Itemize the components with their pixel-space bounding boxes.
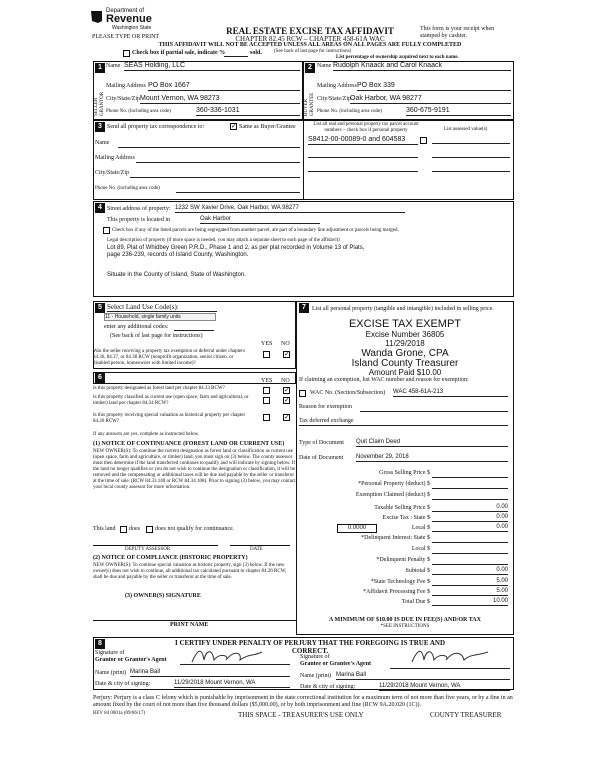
personal-ded-label: *Personal Property (deduct) $ bbox=[358, 481, 430, 487]
see-instructions: *SEE INSTRUCTIONS bbox=[380, 624, 430, 629]
dept-line1: Department of bbox=[106, 8, 145, 14]
notice2-text: NEW OWNER(S): To continue special valuation as historic property, sign (3) below. If the new owner(s) does not wish to continue, all additional tax calculated pursuant to chapter 84.26 RCW, shall be due and payable by the seller or transferor at the time of sale. bbox=[93, 563, 287, 580]
personal-property-checkbox[interactable] bbox=[420, 137, 427, 144]
exemption-label: If claiming an exemption, list WAC number and reason for exemption: bbox=[299, 377, 469, 383]
seller-mailing-field[interactable]: PO Box 1667 bbox=[148, 82, 300, 91]
see-back-top: (See back of last page for instructions) bbox=[274, 49, 352, 54]
delinq-pen-field[interactable] bbox=[432, 564, 508, 565]
grantee-name-label: Name (print) bbox=[300, 673, 332, 679]
local-field[interactable]: 0.00 bbox=[432, 524, 508, 532]
grantor-name-label: Name (print) bbox=[95, 670, 127, 676]
seller-phone-field[interactable]: 360-336-1031 bbox=[196, 107, 300, 116]
s5-question: Was the seller receiving a property tax exemption or deferral under chapters 84.36, 84.37, or 84.38 RCW (nonprofit organization, senior citizen, or disabled person, homeowner with limited income)? bbox=[93, 349, 245, 366]
land-use-select[interactable]: 11 - Household, single family units bbox=[104, 313, 216, 321]
gross-field[interactable] bbox=[432, 477, 508, 478]
excise-state-field[interactable]: 0.00 bbox=[432, 514, 508, 522]
form-notice: THIS AFFIDAVIT WILL NOT BE ACCEPTED UNLESS ALL AREAS ON ALL PAGES ARE FULLY COMPLETED bbox=[158, 42, 462, 48]
same-as-label: Same as Buyer/Grantee bbox=[239, 124, 296, 130]
delinq-int-field[interactable] bbox=[432, 542, 508, 543]
s6-q1-yes-checkbox[interactable] bbox=[263, 387, 270, 394]
s3-name-label: Name bbox=[95, 140, 110, 146]
grantee-signature[interactable] bbox=[410, 646, 490, 666]
buyer-city-field[interactable]: Oak Harbor, WA 98277 bbox=[350, 95, 511, 104]
s6-q3-yes-checkbox[interactable] bbox=[263, 414, 270, 421]
seller-name-field[interactable]: SEAS Holding, LLC bbox=[124, 62, 300, 71]
seller-phone-label: Phone No. (including area code) bbox=[106, 109, 171, 114]
doc-type-label: Type of Document bbox=[299, 440, 344, 446]
total-field[interactable]: 10.00 bbox=[432, 598, 508, 606]
date-label: DATE bbox=[250, 547, 263, 552]
segregated-label: Check box if any of the listed parcels are being segregated from another parcel, are part of a boundary line adjustment or parcels being merged. bbox=[112, 228, 399, 233]
tech-fee-label: *State Technology Fee $ bbox=[370, 579, 430, 585]
s5-no: NO bbox=[281, 341, 290, 347]
seller-city-field[interactable]: Mount Vernon, WA 98273 bbox=[140, 95, 300, 104]
parcel-header: List all real and personal property tax parcel account numbers – check box if personal property bbox=[313, 122, 419, 133]
same-as-buyer-checkbox[interactable]: ✓ bbox=[231, 122, 237, 130]
personal-property-label: List all personal property (tangible and intangible) included in selling price. bbox=[312, 306, 494, 312]
additional-codes-label: enter any additional codes: bbox=[104, 324, 169, 330]
washington-state-icon bbox=[90, 10, 104, 24]
legal-line2: page 236-239, records of Island County, Washington. bbox=[107, 252, 249, 258]
legal-label: Legal description of property (if more space is needed, you may attach a separate sheet to each page of the affidavit) bbox=[107, 238, 340, 243]
section-3-number: 3 bbox=[95, 122, 105, 132]
street-label: Street address of property: bbox=[107, 206, 171, 212]
street-field[interactable]: 1232 SW Xavier Drive, Oak Harbor, WA 98277 bbox=[175, 205, 405, 213]
s6-yes: YES bbox=[261, 378, 273, 384]
s6-q3-no-checkbox[interactable]: ✓ bbox=[284, 413, 290, 421]
assessed-header: List assessed value(s) bbox=[444, 127, 488, 132]
stamp-office: Island County Treasurer bbox=[351, 358, 459, 369]
assessed-value-field[interactable] bbox=[432, 143, 510, 144]
grantee-sig-label: Signature of bbox=[300, 654, 330, 660]
sold-label: sold. bbox=[250, 50, 262, 56]
buyer-side-label: BUYER GRANTEE bbox=[304, 92, 315, 116]
buyer-mailing-label: Mailing Address bbox=[317, 83, 357, 89]
land-use-see-back: (See back of last page for instructions) bbox=[110, 333, 203, 339]
buyer-mailing-field[interactable]: PO Box 339 bbox=[357, 82, 511, 91]
aff-fee-label: *Affidavit Processing Fee $ bbox=[362, 589, 430, 595]
s6-q2-no-checkbox[interactable]: ✓ bbox=[284, 396, 290, 404]
s5-q1-no-checkbox[interactable]: ✓ bbox=[284, 350, 290, 358]
list-pct-label: List percentage of ownership acquired next to each name. bbox=[336, 55, 459, 60]
doc-date-field[interactable]: November 29, 2018 bbox=[356, 454, 508, 462]
exemption-checkbox[interactable] bbox=[299, 390, 306, 397]
wac-field[interactable]: WAC 458-61A-213 bbox=[393, 389, 508, 397]
buyer-phone-label: Phone No. (including area code) bbox=[317, 109, 382, 114]
located-label: This property is located in bbox=[107, 217, 170, 223]
wac-label: WAC No. (Section/Subsection) bbox=[310, 390, 386, 396]
grantee-label: Grantee or Grantee's Agent bbox=[300, 661, 372, 667]
section-5-number: 5 bbox=[95, 303, 105, 313]
s3-mailing-label: Mailing Address bbox=[95, 155, 135, 161]
local-rate-field[interactable]: 0.0000 bbox=[337, 524, 377, 533]
treasurer-space: THIS SPACE - TREASURER'S USE ONLY bbox=[238, 711, 364, 719]
delinq-pen-label: *Delinquent Penalty $ bbox=[376, 557, 430, 563]
notice2-title: (2) NOTICE OF COMPLIANCE (HISTORIC PROPERTY) bbox=[93, 555, 248, 561]
s3-phone-field[interactable] bbox=[176, 192, 300, 193]
legal-line1: Lot 89, Plat of Whidbey Green P.R.D., Phase 1 and 2, as per plat recorded in Volume 13 of Plats, bbox=[107, 245, 365, 251]
grantor-date-city-field[interactable]: 11/29/2018 Mount Vernon, WA bbox=[174, 680, 290, 688]
grantor-signature[interactable] bbox=[190, 646, 265, 666]
aff-fee-field[interactable]: 5.00 bbox=[432, 588, 508, 596]
buyer-name-label: Name bbox=[317, 63, 332, 69]
notice1-title: (1) NOTICE OF CONTINUANCE (FOREST LAND OR CURRENT USE) bbox=[93, 441, 285, 447]
s6-q2: Is this property classified as current use (open space, farm and agricultural, or timber) land per chapter 84.34 RCW? bbox=[93, 395, 249, 406]
grantee-date-city-label: Date & city of signing: bbox=[300, 684, 356, 690]
s3-city-field[interactable] bbox=[130, 177, 300, 178]
certify-statement: I CERTIFY UNDER PENALTY OF PERJURY THAT THE FOREGOING IS TRUE AND CORRECT. bbox=[174, 639, 446, 655]
local-label: Local $ bbox=[411, 525, 430, 531]
local2-label: Local $ bbox=[411, 546, 430, 552]
s5-yes: YES bbox=[261, 341, 273, 347]
located-field[interactable]: Oak Harbor bbox=[200, 216, 320, 224]
s6-no: NO bbox=[281, 378, 290, 384]
reason-label: Reason for exemption bbox=[299, 404, 352, 410]
partial-sale-label: Check box if partial sale, indicate % bbox=[132, 50, 226, 56]
partial-pct-field[interactable] bbox=[224, 56, 248, 57]
exemption-claimed-field[interactable] bbox=[432, 499, 508, 500]
doc-date-label: Date of Document bbox=[299, 455, 344, 461]
county-treasurer: COUNTY TREASURER bbox=[430, 711, 502, 719]
stamp-title: EXCISE TAX EXEMPT bbox=[348, 318, 462, 330]
grantor-date-city-label: Date & city of signing: bbox=[95, 681, 151, 687]
grantor-sig-label: Signature of bbox=[95, 650, 125, 656]
seller-side-label: SELLER GRANTOR bbox=[94, 91, 105, 116]
delinq-int-label: *Delinquent Interest: State $ bbox=[361, 535, 430, 541]
form-chapter: CHAPTER 82.45 RCW – CHAPTER 458-61A WAC bbox=[235, 35, 385, 43]
grantor-label: Grantor or Grantor's Agent bbox=[95, 657, 167, 663]
any-yes-note: If any answers are yes, complete as instructed below. bbox=[93, 432, 200, 437]
section-4-number: 4 bbox=[95, 203, 105, 213]
excise-state-label: Excise Tax : State $ bbox=[382, 515, 430, 521]
reason-field[interactable]: Tax deferred exchange bbox=[299, 418, 508, 426]
s6-q2-yes-checkbox[interactable] bbox=[263, 397, 270, 404]
exemption-claimed-label: Exemption Claimed (deduct) $ bbox=[355, 492, 430, 498]
send-label: Send all property tax correspondence to: bbox=[107, 124, 205, 130]
section-6-number: 6 bbox=[95, 373, 105, 383]
buyer-city-label: City/State/Zip bbox=[317, 96, 351, 102]
taxable-label: Taxable Selling Price $ bbox=[374, 505, 430, 511]
parcel-numbers-field[interactable]: S8412-00-00089-0 and 604583 bbox=[308, 136, 418, 145]
additional-codes-field[interactable] bbox=[174, 330, 214, 331]
doc-type-field[interactable]: Quit Claim Deed bbox=[356, 439, 508, 447]
buyer-name-field[interactable]: Rudolph Knaack and Carol Knaack bbox=[333, 62, 511, 71]
select-land-use-label: Select Land Use Code(s): bbox=[107, 303, 217, 312]
gross-label: Gross Selling Price $ bbox=[379, 470, 430, 476]
taxable-field[interactable]: 0.00 bbox=[432, 504, 508, 512]
does-checkbox[interactable] bbox=[120, 526, 127, 533]
deputy-label: DEPUTY ASSESSOR bbox=[125, 547, 171, 552]
stamp-name: Wanda Grone, CPA bbox=[361, 348, 449, 359]
subtotal-label: Subtotal $ bbox=[405, 568, 430, 574]
stamp-amount: Amount Paid $10.00 bbox=[368, 368, 442, 377]
owner-sig-label: (3) OWNER(S) SIGNATURE bbox=[125, 593, 201, 599]
s3-phone-label: Phone No. (including area code) bbox=[95, 186, 160, 191]
print-name-field[interactable] bbox=[93, 620, 296, 621]
form-title: REAL ESTATE EXCISE TAX AFFIDAVIT bbox=[226, 26, 394, 36]
subtotal-field[interactable]: 0.00 bbox=[432, 567, 508, 575]
partial-sale-checkbox[interactable] bbox=[123, 50, 130, 57]
stamp-date: 11/29/2018 bbox=[385, 339, 425, 348]
legal-line3: Situate in the County of Island, State of Washington. bbox=[107, 272, 246, 278]
s6-q3: Is this property receiving special valuation as historical property per chapter 84.26 RCW? bbox=[93, 413, 246, 424]
s3-name-field[interactable] bbox=[118, 147, 300, 148]
grantor-name-field[interactable]: Marina Ball bbox=[130, 669, 290, 677]
seller-city-label: City/State/Zip bbox=[106, 96, 140, 102]
print-name-label: PRINT NAME bbox=[170, 622, 209, 628]
does-not-label: does not qualify for continuance. bbox=[155, 526, 235, 532]
total-label: Total Due $ bbox=[401, 599, 430, 605]
section-2-number: 2 bbox=[305, 63, 315, 73]
does-not-checkbox[interactable] bbox=[146, 526, 153, 533]
personal-ded-field[interactable] bbox=[432, 488, 508, 489]
s3-mailing-field[interactable] bbox=[136, 162, 300, 163]
please-type: PLEASE TYPE OR PRINT bbox=[92, 34, 160, 40]
s6-q1: Is this property designated as forest land per chapter 84.33 RCW? bbox=[93, 386, 225, 391]
s5-q1-yes-checkbox[interactable] bbox=[263, 351, 270, 358]
land-does-label: This land bbox=[93, 526, 116, 532]
local2-field[interactable] bbox=[432, 553, 508, 554]
rev-number: REV 84 0001a (09/06/17) bbox=[93, 711, 145, 716]
section-7-number: 7 bbox=[299, 303, 309, 313]
seller-mailing-label: Mailing Address bbox=[106, 83, 146, 89]
receipt-note: This form is your receipt when stamped by cashier. bbox=[420, 26, 495, 39]
s6-q1-no-checkbox[interactable]: ✓ bbox=[284, 386, 290, 394]
grantee-name-field[interactable]: Marina Ball bbox=[336, 672, 510, 680]
tech-fee-field[interactable]: 5.00 bbox=[432, 578, 508, 586]
perjury-note: Perjury: Perjury is a class C felony which is punishable by imprisonment in the state correctional institution for a maximum term of not more than five years, or by a fine in an amount fixed by the court of not more than five thousand dollars ($5,000.00), or by both imprisonment and fine (RCW 9A.20.020 (1C)). bbox=[93, 695, 513, 708]
section-8-number: 8 bbox=[95, 639, 105, 649]
minimum-note: A MINIMUM OF $10.00 IS DUE IN FEE(S) AND/OR TAX bbox=[329, 617, 481, 623]
grantee-date-city-field[interactable]: 11/29/2018 Mount Vernon, WA bbox=[379, 683, 510, 691]
dept-line3: Washington State bbox=[112, 25, 152, 31]
s3-city-label: City/State/Zip bbox=[95, 170, 129, 176]
seller-name-label: Name bbox=[106, 63, 121, 69]
does-label: does bbox=[129, 526, 140, 532]
notice1-text: NEW OWNER(S): To continue the current designation as forest land or classification as current use (open space, farm and agriculture, or timber) land, you must sign on (3) below. The county assessor must then determine if the land transferred continues to qualify and will indicate by signing below. If the land no longer qualifies or you do not wish to continue the designation or classification, it will be removed and the compensating or additional taxes will be due and payable by the seller or transferor at the time of sale. (RCW 84.33.140 or RCW 84.34.108). Prior to signing (3) below, you may contact your local county assessor for more information. bbox=[93, 449, 296, 490]
buyer-phone-field[interactable]: 360-675-9191 bbox=[406, 107, 511, 116]
dept-line2: Revenue bbox=[106, 13, 152, 25]
segregated-checkbox[interactable] bbox=[103, 227, 110, 234]
stamp-number: Excise Number 36805 bbox=[365, 330, 445, 339]
section-1-number: 1 bbox=[95, 63, 105, 73]
